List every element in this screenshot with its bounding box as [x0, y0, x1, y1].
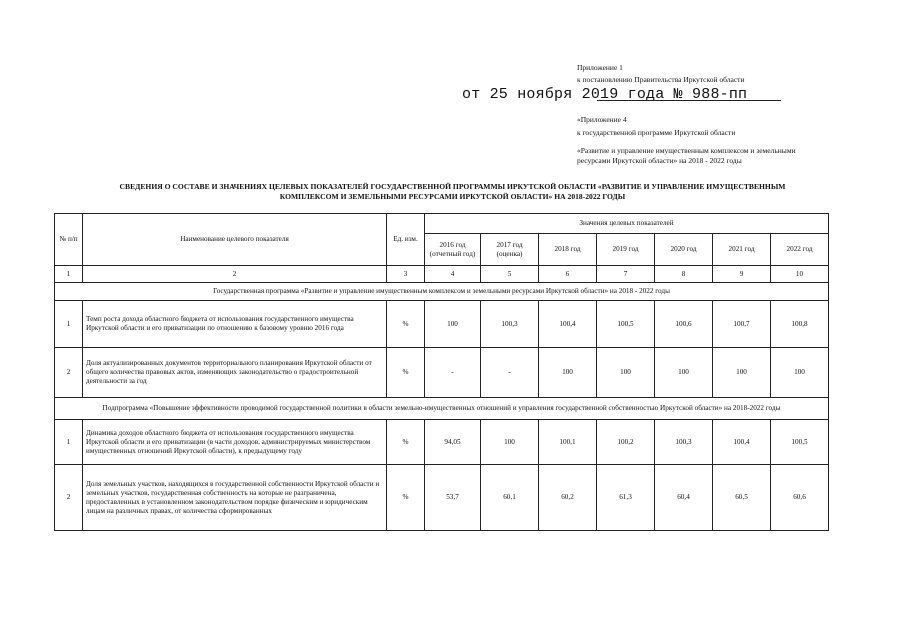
column-number: 8 [655, 266, 713, 283]
table-row [55, 420, 829, 465]
unit-cell: % [387, 301, 425, 348]
value-cell: 100,8 [771, 301, 829, 348]
year-cell: 2021 год [713, 234, 771, 266]
title-line1: СВЕДЕНИЯ О СОСТАВЕ И ЗНАЧЕНИЯХ ЦЕЛЕВЫХ ПОКАЗАТЕЛЕЙ ГОСУДАРСТВЕННОЙ ПРОГРАММЫ ИРКУТСКОЙ ОБЛАСТИ «РАЗВИТИЕ И УПРАВЛЕНИЕ ИМУЩЕСТВЕННЫМ [119, 182, 786, 191]
row-number: 1 [55, 420, 83, 465]
appendix4-to: к государственной программе Иркутской области [577, 128, 736, 137]
value-cell: 100 [713, 348, 771, 398]
appendix1-label: Приложение 1 [577, 63, 623, 72]
appendix1-to: к постановлению Правительства Иркутской области [577, 75, 745, 84]
column-number: 5 [481, 266, 539, 283]
value-cell: 60,1 [481, 465, 539, 531]
program-line2: ресурсами Иркутской области» на 2018 - 2022 годы [577, 156, 742, 165]
value-cell: 100 [481, 420, 539, 465]
decree-underline [597, 100, 781, 101]
value-cell: 100,3 [481, 301, 539, 348]
indicator-name: Динамика доходов областного бюджета от использования государственного имущества Иркутской области и его приватизации (в части доходов, администрируемых министерством имущественных отношений Иркутской области), к предыдущему году [83, 420, 387, 465]
column-number: 10 [771, 266, 829, 283]
indicator-name: Доля актуализированных документов территориального планирования Иркутской области от общего количества правовых актов, изменяющих законодательство о градостроительной деятельности за год [83, 348, 387, 398]
value-cell: 100 [539, 348, 597, 398]
year-cell: 2018 год [539, 234, 597, 266]
title-line2: КОМПЛЕКСОМ И ЗЕМЕЛЬНЫМИ РЕСУРСАМИ ИРКУТСКОЙ ОБЛАСТИ» НА 2018-2022 ГОДЫ [279, 192, 626, 201]
value-cell: 100,5 [597, 301, 655, 348]
value-cell: 100,2 [597, 420, 655, 465]
value-cell: 100 [655, 348, 713, 398]
value-cell: - [481, 348, 539, 398]
value-cell: 100,4 [713, 420, 771, 465]
section-subprogram-heading: Подпрограмма «Повышение эффективности проводимой государственной политики в области земельно-имущественных отношений и управления государственной собственностью Иркутской области» на 2018-2022 годы [55, 398, 829, 420]
column-number: 4 [425, 266, 481, 283]
value-cell: 60,6 [771, 465, 829, 531]
value-cell: 94,05 [425, 420, 481, 465]
value-cell: - [425, 348, 481, 398]
indicator-name: Доля земельных участков, находящихся в государственной собственности Иркутской области и земельных участков, государственная собственность на которые не разграничена, предоставленных в установленном законодательством порядке физическим и юридическим лицам на различных правах, от количества сформированных [83, 465, 387, 531]
col-name-header: Наименование целевого показателя [83, 214, 387, 266]
year-cell: 2020 год [655, 234, 713, 266]
value-cell: 61,3 [597, 465, 655, 531]
value-cell: 100,5 [771, 420, 829, 465]
table-row [55, 465, 829, 531]
col-unit-header: Ед. изм. [387, 214, 425, 266]
decree-text: от 25 ноября 2019 года № 988-пп [462, 86, 748, 103]
row-number: 1 [55, 301, 83, 348]
column-number: 3 [387, 266, 425, 283]
value-cell: 60,5 [713, 465, 771, 531]
col-values-header: Значения целевых показателей [425, 214, 829, 234]
value-cell: 100 [771, 348, 829, 398]
value-cell: 60,4 [655, 465, 713, 531]
value-cell: 100,4 [539, 301, 597, 348]
value-cell: 100,7 [713, 301, 771, 348]
unit-cell: % [387, 420, 425, 465]
value-cell: 53,7 [425, 465, 481, 531]
year-cell: 2022 год [771, 234, 829, 266]
column-numbers-row [55, 266, 829, 283]
appendix4-label: «Приложение 4 [577, 115, 627, 124]
row-number: 2 [55, 465, 83, 531]
value-cell: 100 [597, 348, 655, 398]
unit-cell: % [387, 348, 425, 398]
value-cell: 100,1 [539, 420, 597, 465]
year-cell: 2019 год [597, 234, 655, 266]
year-cell: 2017 год (оценка) [481, 234, 539, 266]
column-number: 7 [597, 266, 655, 283]
value-cell: 100,6 [655, 301, 713, 348]
value-cell: 100 [425, 301, 481, 348]
unit-cell: % [387, 465, 425, 531]
year-cell: 2016 год (отчетный год) [425, 234, 481, 266]
value-cell: 100,3 [655, 420, 713, 465]
column-number: 2 [83, 266, 387, 283]
document-title [60, 182, 845, 202]
section-program-heading: Государственная программа «Развитие и управление имущественным комплексом и земельными ресурсами Иркутской области» на 2018 - 2022 годы [55, 283, 829, 301]
row-number: 2 [55, 348, 83, 398]
column-number: 9 [713, 266, 771, 283]
table-row [55, 301, 829, 348]
column-number: 6 [539, 266, 597, 283]
program-line1: «Развитие и управление имущественным комплексом и земельными [577, 146, 796, 155]
indicators-table [54, 213, 829, 531]
value-cell: 60,2 [539, 465, 597, 531]
table-row [55, 348, 829, 398]
indicator-name: Темп роста дохода областного бюджета от использования государственного имущества Иркутской области и его приватизации по отношению к базовому уровню 2016 года [83, 301, 387, 348]
col-num-header: № п/п [55, 214, 83, 266]
column-number: 1 [55, 266, 83, 283]
